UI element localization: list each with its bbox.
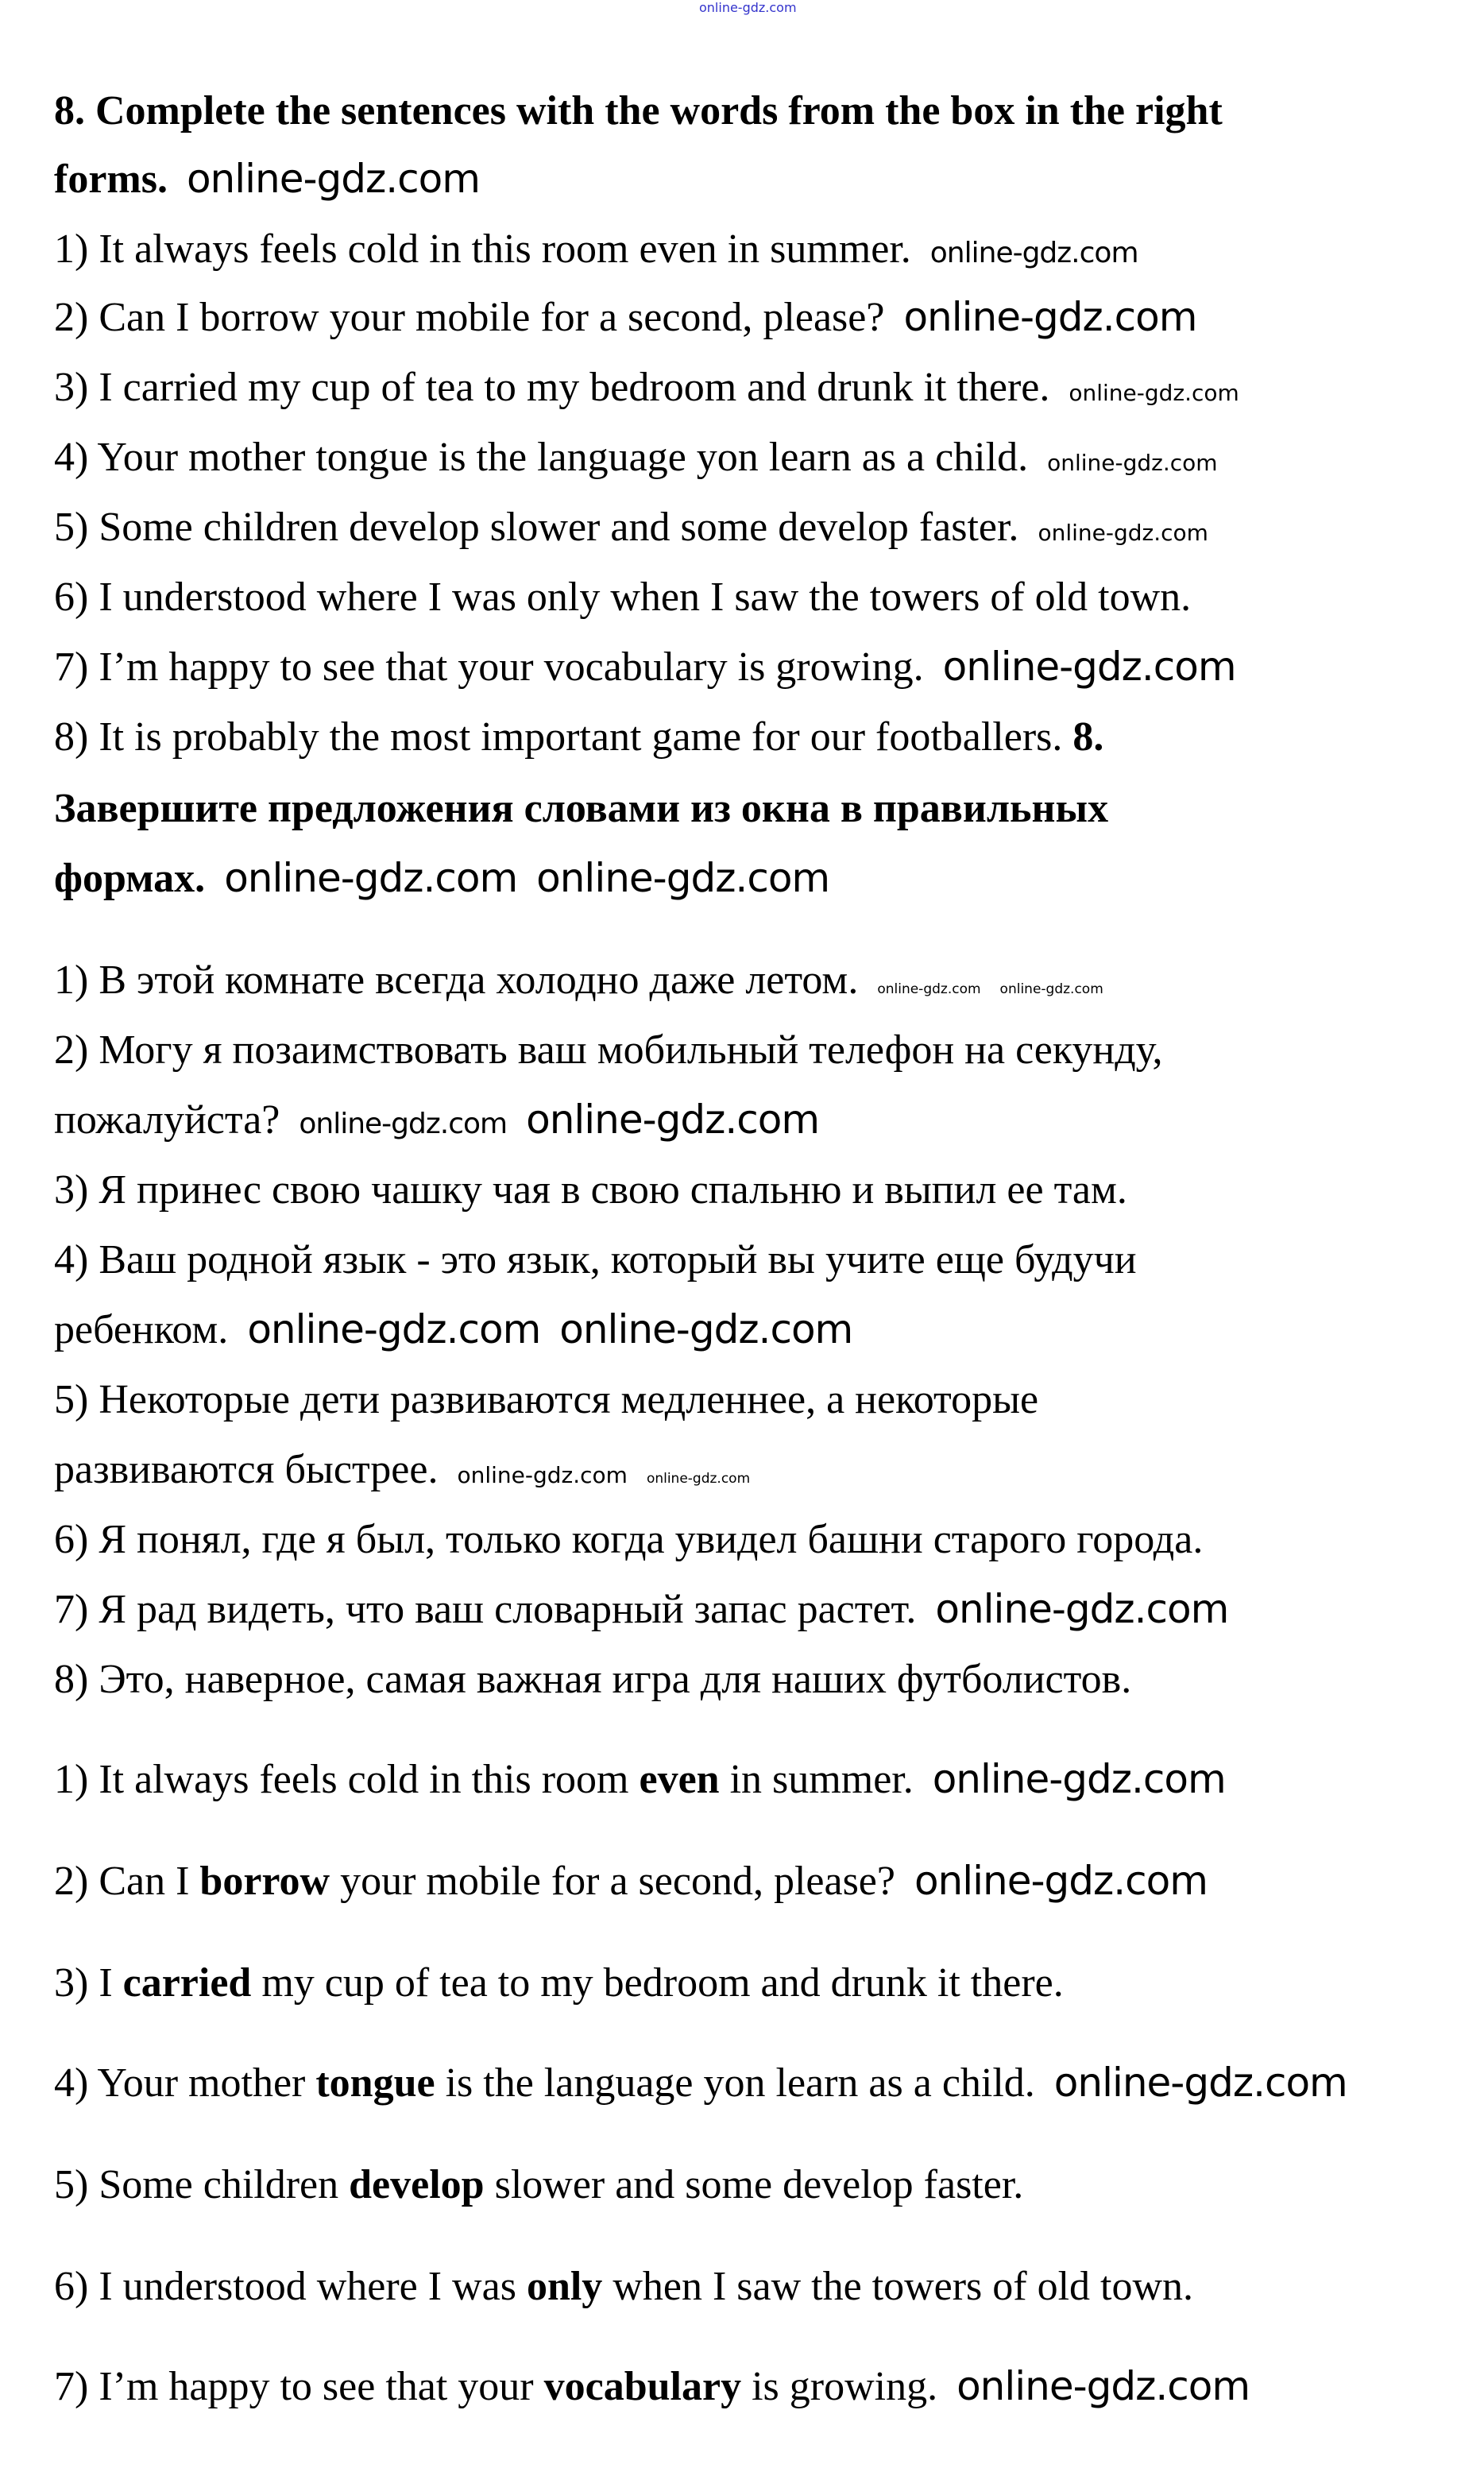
translation-line: 4) Ваш родной язык - это язык, который вы учите еще будучи [54,1237,1137,1282]
watermark: online-gdz.com [903,294,1197,340]
translation-text: пожалуйста? [54,1097,280,1143]
watermark: online-gdz.com [935,1586,1229,1632]
answer-text: when I saw the towers of old town. [602,2264,1194,2309]
watermark: online-gdz.com [224,855,518,901]
sentence-text: 4) Your mother tongue is the language yon learn as a child. [54,435,1029,480]
sentence-text: 3) I carried my cup of tea to my bedroom and drunk it there. [54,365,1050,410]
task-title-line: 8. Complete the sentences with the words from the box in the right [54,88,1223,133]
translation-line [54,1093,819,1148]
answer-line [54,1854,1208,1909]
translation-text: развиваются быстрее. [54,1447,439,1492]
answer-text: my cup of tea to my bedroom and drunk it there. [251,1960,1064,2006]
answer-text: is growing. [741,2364,938,2409]
answer-text: is the language yon learn as a child. [435,2060,1035,2106]
task-title-line [54,152,480,207]
answer-line [54,2157,1023,2213]
answer-text: 5) Some children [54,2162,350,2207]
watermark: online-gdz.com [247,1306,541,1352]
answer-text: in summer. [719,1757,914,1802]
answer-word: carried [122,1960,252,2006]
sentence-text: 1) It always feels cold in this room even in summer. [54,226,911,272]
translation-title-text: формах. [54,856,206,901]
answer-text: 1) It always feels cold in this room [54,1757,640,1802]
watermark: online-gdz.com [457,1462,628,1488]
answer-line [54,1752,1226,1808]
watermark: online-gdz.com [956,2363,1250,2409]
answer-word: tongue [315,2060,435,2106]
watermark: online-gdz.com [559,1306,853,1352]
translation-line [54,1582,1228,1638]
sentence [54,710,1103,765]
watermark: online-gdz.com [299,1108,508,1140]
watermark: online-gdz.com [186,156,480,202]
sentence-text: 7) I’m happy to see that your vocabulary is growing. [54,644,924,690]
answer-word: borrow [199,1859,330,1904]
sentence [54,640,1236,695]
watermark: online-gdz.com [929,237,1138,269]
answer-line [54,2359,1250,2415]
translation-line [54,1442,750,1498]
answer-line [54,1956,1064,2011]
answer-text: 2) Can I [54,1859,200,1904]
answer-text: 4) Your mother [54,2060,316,2106]
answer-text: 3) I [54,1960,123,2006]
translation-number: 8. [1072,714,1104,760]
answer-word: even [639,1757,720,1802]
translation-title-line [54,851,829,907]
watermark: online-gdz.com [932,1756,1226,1802]
translation-line [54,953,1103,1008]
watermark: online-gdz.com [877,981,981,997]
watermark: online-gdz.com [536,855,830,901]
answer-line [54,2056,1347,2111]
answer-text: 7) I’m happy to see that your [54,2364,544,2409]
sentence: 6) I understood where I was only when I saw the towers of old town. [54,574,1192,620]
translation-text: 1) В этой комнате всегда холодно даже летом. [54,957,859,1003]
translation-line: 2) Могу я позаимствовать ваш мобильный телефон на секунду, [54,1027,1163,1073]
translation-title-line: Завершите предложения словами из окна в правильных [54,786,1109,831]
translation-line: 5) Некоторые дети развиваются медленнее, а некоторые [54,1377,1039,1422]
sentence-text: 8) It is probably the most important game for our footballers. [54,714,1063,760]
translation-line: 8) Это, наверное, самая важная игра для наших футболистов. [54,1657,1132,1702]
sentence [54,360,1239,416]
translation-text: ребенком. [54,1307,229,1352]
answer-word: develop [349,2162,485,2207]
sentence [54,222,1138,277]
watermark: online-gdz.com [1053,2060,1347,2106]
translation-text: 7) Я рад видеть, что ваш словарный запас растет. [54,1587,917,1632]
task-title-text: forms. [54,157,168,202]
watermark: online-gdz.com [1038,520,1208,546]
translation-line: 3) Я принес свою чашку чая в свою спальню и выпил ее там. [54,1167,1127,1213]
sentence-text: 2) Can I borrow your mobile for a second, please? [54,295,885,340]
answer-line [54,2259,1193,2315]
watermark: online-gdz.com [1069,380,1239,406]
watermark: online-gdz.com [942,644,1236,690]
sentence [54,290,1196,346]
answer-word: vocabulary [543,2364,742,2409]
watermark: online-gdz.com [999,981,1103,997]
answer-text: slower and some develop faster. [484,2162,1024,2207]
watermark: online-gdz.com [914,1858,1208,1904]
watermark: online-gdz.com [1047,450,1218,476]
translation-line [54,1302,852,1358]
sentence-text: 5) Some children develop slower and some develop faster. [54,505,1019,550]
sentence [54,500,1208,555]
answer-text: your mobile for a second, please? [330,1859,895,1904]
watermark: online-gdz.com [646,1471,751,1487]
translation-line: 6) Я понял, где я был, только когда увидел башни старого города. [54,1517,1204,1562]
answer-text: 6) I understood where I was [54,2264,527,2309]
answer-word: only [526,2264,603,2309]
sentence [54,430,1218,486]
watermark: online-gdz.com [526,1097,820,1143]
header-watermark: online-gdz.com [699,0,797,15]
